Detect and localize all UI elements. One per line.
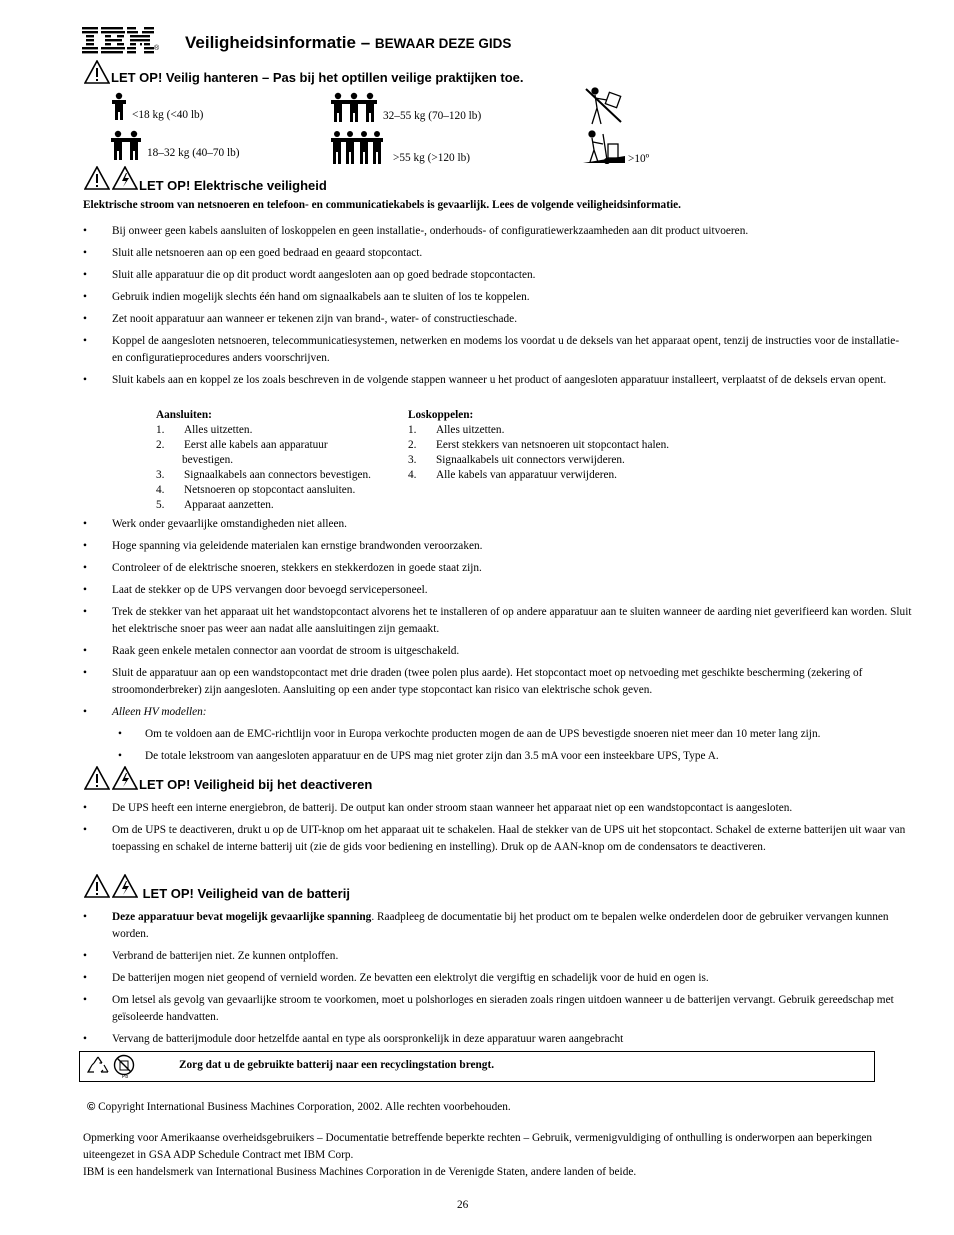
list-item-text: Koppel de aangesloten netsnoeren, telecommunicatiesystemen, netwerken en modems los voordat u de deksels van het apparaat opent, tenzij de instructies voor de installatie- en configuratieprocedures anders voorschrijven.	[112, 335, 900, 364]
step-number: 2.	[408, 439, 417, 451]
list-item-text-rest: , drukt u op de UIT-knop om het apparaat uit te schakelen. Haal de stekker van de UPS uit het stopcontact. Schakel de externe batterijen uit waar van toepassing en schakel de interne batterij uit (zie de gids voor bediening en instelling). Druk op de AAN-knop om de condensators te deactiveren.	[112, 824, 906, 853]
step-number: 3.	[408, 454, 417, 466]
warning-icons-electrical	[84, 166, 138, 190]
electrical-hazard-icon	[112, 166, 138, 190]
weight-label-3: 32–55 kg (70–120 lb)	[383, 110, 482, 122]
weight-label-1: <18 kg (<40 lb)	[132, 109, 204, 121]
no-carry-icon	[583, 86, 625, 131]
page-title	[185, 33, 511, 53]
list-item-text: De totale lekstroom van aangesloten apparatuur en de UPS mag niet groter zijn dan 3.5 mA voor een insteekbare UPS, Type A.	[145, 750, 719, 762]
step-text: Signaalkabels uit connectors verwijderen.	[436, 454, 625, 466]
copyright-text: Copyright International Business Machines Corporation, 2002. Alle rechten voorbehouden.	[95, 1101, 511, 1113]
battery-heading: LET OP! Veiligheid van de batterij	[139, 886, 350, 901]
list-item-text: De batterijen mogen niet geopend of vernield worden. Ze bevatten een elektrolyt die vergiftig en schadelijk voor de huid en ogen is.	[112, 972, 709, 984]
connect-title: Aansluiten:	[156, 409, 212, 421]
step-number: 1.	[156, 424, 165, 436]
list-item-text: Werk onder gevaarlijke omstandigheden niet alleen.	[112, 518, 347, 530]
ibm-logo-icon	[82, 25, 154, 55]
list-item-text: Sluit alle apparatuur die op dit product wordt aangesloten aan op goed bedrade stopcontacten.	[112, 269, 536, 281]
weight-label-4: >55 kg (>120 lb)	[393, 152, 471, 164]
electrical-heading: LET OP! Elektrische veiligheid	[139, 178, 327, 193]
list-item-text: Alleen HV modellen:	[112, 706, 207, 718]
list-item-text	[112, 822, 912, 856]
list-item-text: Trek de stekker van het apparaat uit het wandstopcontact alvorens het te installeren of op andere apparatuur aan te sluiten wanneer de aarding niet geverifieerd kan worden. Sluit het elektrische snoer pas weer aan nadat alle aansluitingen zijn gemaakt.	[112, 606, 912, 635]
step-number: 3.	[156, 469, 165, 481]
recycle-text: Zorg dat u de gebruikte batterij naar een recyclingstation brengt.	[179, 1059, 495, 1071]
incline-label: >10º	[628, 153, 650, 165]
lifting-heading: LET OP! Veilig hanteren – Pas bij het optillen veilige praktijken toe.	[111, 70, 524, 85]
list-item-text	[112, 909, 912, 943]
copyright-symbol: ©	[87, 1101, 96, 1113]
list-item-text: Controleer of de elektrische snoeren, stekkers en stekkerdozen in goede staat zijn.	[112, 562, 482, 574]
page-number: 26	[457, 1199, 469, 1211]
list-item-text-bold: Deze apparatuur bevat mogelijk gevaarlijke spanning	[112, 911, 372, 923]
list-item-text-rest: . Raadpleeg de documentatie bij het product om te bepalen welke onderdelen door de gebruiker vervangen kunnen worden.	[112, 911, 889, 940]
step-text: Signaalkabels aan connectors bevestigen.	[184, 469, 371, 481]
step-text: Alles uitzetten.	[436, 424, 505, 436]
electrical-intro: Elektrische stroom van netsnoeren en telefoon- en communicatiekabels is gevaarlijk. Lees de volgende veiligheidsinformatie.	[83, 199, 681, 211]
list-item-text: De UPS heeft een interne energiebron, de batterij. De output kan onder stroom staan wanneer het apparaat niet op een wandstopcontact is aangesloten.	[112, 802, 793, 814]
deactivate-heading: LET OP! Veiligheid bij het deactiveren	[139, 777, 373, 792]
warning-icon	[84, 766, 110, 790]
page-title-text: Veiligheidsinformatie –	[185, 33, 375, 52]
list-item-text: Sluit alle netsnoeren aan op een goed bedraad en geaard stopcontact.	[112, 247, 423, 259]
list-item-text: Vervang de batterijmodule door hetzelfde aantal en type als oorspronkelijk in deze apparatuur waren aangebracht	[112, 1033, 624, 1045]
step-text: Alle kabels van apparatuur verwijderen.	[436, 469, 617, 481]
weight-label-2: 18–32 kg (40–70 lb)	[147, 147, 240, 159]
recycle-icon	[86, 1055, 110, 1082]
warning-icons-battery	[84, 874, 138, 898]
ibm-logo	[82, 25, 160, 57]
step-number: 1.	[408, 424, 417, 436]
warning-icons-deactivate	[84, 766, 138, 790]
person-one-icon	[110, 92, 128, 125]
list-item-text: Bij onweer geen kabels aansluiten of loskoppelen en geen installatie-, onderhouds- of configuratiewerkzaamheden aan dit product uitvoeren.	[112, 225, 749, 237]
trademark-note: IBM is een handelsmerk van International Business Machines Corporation in de Verenigde Staten, andere landen of beide.	[83, 1166, 637, 1178]
list-item-text: Om te voldoen aan de EMC-richtlijn voor in Europa verkochte producten mogen de aan de UPS bevestigde snoeren niet meer dan 10 meter lang zijn.	[145, 728, 821, 740]
electrical-hazard-icon	[112, 766, 138, 790]
warning-icon	[84, 166, 110, 190]
page-title-suffix: BEWAAR DEZE GIDS	[374, 36, 512, 51]
step-number: 4.	[156, 484, 165, 496]
step-text: Eerst stekkers van netsnoeren uit stopcontact halen.	[436, 439, 670, 451]
step-text: bevestigen.	[182, 454, 234, 466]
list-item-text: Sluit kabels aan en koppel ze los zoals beschreven in de volgende stappen wanneer u het product of aangesloten apparatuur installeert, verplaatst of de deksels ervan opent.	[112, 374, 887, 386]
list-item-text: Hoge spanning via geleidende materialen kan ernstige brandwonden veroorzaken.	[112, 540, 483, 552]
list-item-text: Om letsel als gevolg van gevaarlijke stroom te voorkomen, moet u polshorloges en sieraden zoals ringen uitdoen wanneer u de batterijen vervangt. Gebruik gereedschap met geïsoleerde handvatten.	[112, 994, 894, 1023]
list-item-text-lead: Om de UPS te deactiveren	[112, 824, 232, 836]
recycle-notice-box	[79, 1051, 875, 1082]
warning-icon	[84, 874, 110, 898]
list-item-text: Raak geen enkele metalen connector aan voordat de stroom is uitgeschakeld.	[112, 645, 460, 657]
list-item-text: Laat de stekker op de UPS vervangen door bevoegd servicepersoneel.	[112, 584, 428, 596]
step-text: Alles uitzetten.	[184, 424, 253, 436]
warning-icon	[84, 60, 110, 89]
step-number: 4.	[408, 469, 417, 481]
list-item-text: Zet nooit apparatuur aan wanneer er tekenen zijn van brand-, water- of constructieschade.	[112, 313, 518, 325]
hand-truck-icon	[583, 130, 625, 169]
pb-label: Pb	[122, 1074, 129, 1080]
list-item-text: Verbrand de batterijen niet. Ze kunnen ontploffen.	[112, 950, 339, 962]
government-note: Opmerking voor Amerikaanse overheidsgebruikers – Documentatie betreffende beperkte rechten – Gebruik, vermenigvuldiging of onthulling is onderworpen aan beperkingen uiteengezet in GSA ADP Schedule Contract met IBM Corp.	[83, 1132, 873, 1161]
electrical-hazard-icon	[112, 874, 138, 898]
person-team-icon	[330, 130, 384, 169]
step-text: Netsnoeren op stopcontact aansluiten.	[184, 484, 356, 496]
registered-mark: ®	[154, 45, 160, 52]
copyright	[87, 1099, 511, 1116]
step-number: 5.	[156, 499, 165, 511]
list-item-text: Gebruik indien mogelijk slechts één hand om signaalkabels aan te sluiten of los te koppelen.	[112, 291, 530, 303]
disconnect-title: Loskoppelen:	[408, 409, 474, 421]
step-text: Eerst alle kabels aan apparatuur	[184, 439, 328, 451]
person-three-icon	[330, 92, 378, 127]
person-two-icon	[110, 130, 142, 165]
list-item-text: Sluit de apparatuur aan op een wandstopcontact met drie draden (twee polen plus aarde). Het stopcontact moet op netvoeding met geschikte bescherming (zekering of stroomonderbreker) zijn aangesloten. Aansluiting op een ander type stopcontact kan risico van elektrische schok geven.	[112, 667, 863, 696]
step-text: Apparaat aanzetten.	[184, 499, 274, 511]
step-number: 2.	[156, 439, 165, 451]
